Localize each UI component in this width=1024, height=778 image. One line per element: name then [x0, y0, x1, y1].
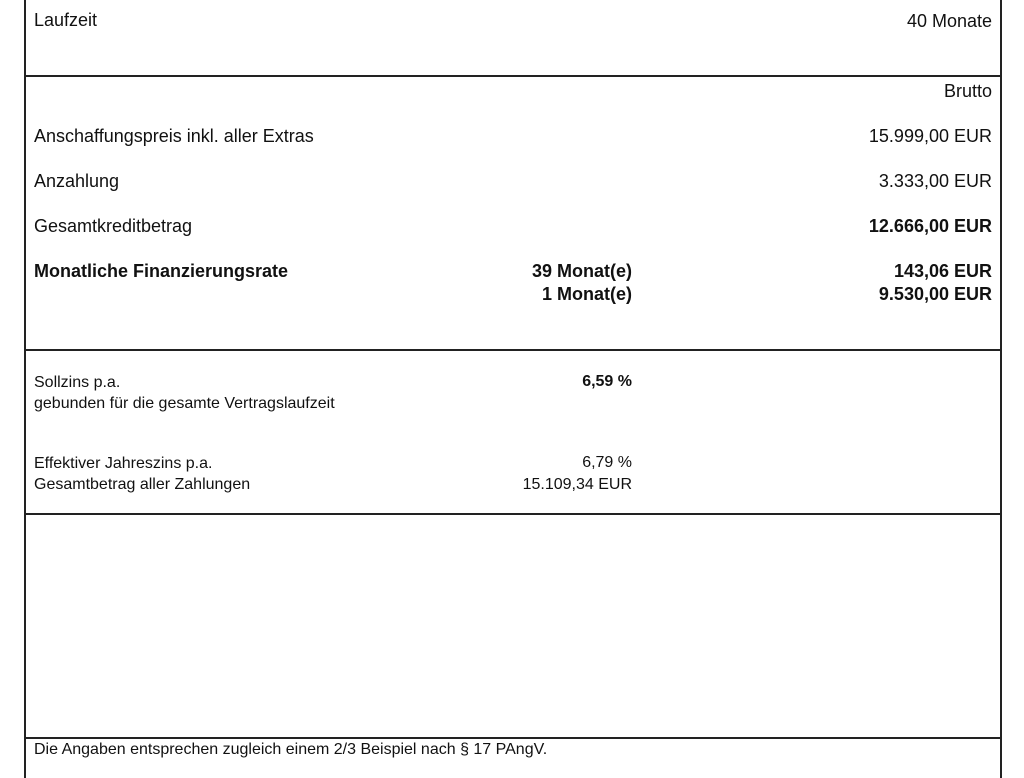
brutto-column-header: Brutto: [943, 81, 992, 101]
gesamtbetrag-value: 15.109,34 EUR: [522, 476, 632, 493]
installment-amount: 143,06 EUR: [893, 261, 992, 281]
sollzins-label: Sollzins p.a.: [34, 374, 121, 391]
section-divider-middle: [24, 349, 1002, 351]
monatliche-rate-label: Monatliche Finanzierungsrate: [34, 261, 289, 281]
gesamtbetrag-label: Gesamtbetrag aller Zahlungen: [34, 476, 251, 493]
installment-months: 39 Monat(e): [531, 261, 632, 281]
footer-note: Die Angaben entsprechen zugleich einem 2/3 Beispiel nach § 17 PAngV.: [34, 741, 548, 758]
gesamtkreditbetrag-value: 12.666,00 EUR: [868, 216, 992, 236]
section-divider-top: [24, 75, 1002, 77]
installment-amount: 9.530,00 EUR: [878, 284, 992, 304]
anzahlung-label: Anzahlung: [34, 171, 120, 191]
sollzins-note: gebunden für die gesamte Vertragslaufzeit: [34, 395, 335, 412]
sollzins-value: 6,59 %: [582, 373, 632, 390]
gesamtkreditbetrag-label: Gesamtkreditbetrag: [34, 216, 193, 236]
effektiver-jahreszins-value: 6,79 %: [582, 454, 632, 471]
anschaffungspreis-value: 15.999,00 EUR: [868, 126, 992, 146]
laufzeit-value: 40 Monate: [906, 11, 992, 31]
anschaffungspreis-label: Anschaffungspreis inkl. aller Extras: [34, 126, 314, 146]
document-frame: [24, 0, 1002, 778]
laufzeit-label: Laufzeit: [34, 10, 98, 30]
section-divider-footer: [24, 737, 1002, 739]
installment-months: 1 Monat(e): [542, 284, 632, 304]
anzahlung-value: 3.333,00 EUR: [878, 171, 992, 191]
section-divider-lower: [24, 513, 1002, 515]
effektiver-jahreszins-label: Effektiver Jahreszins p.a.: [34, 455, 213, 472]
